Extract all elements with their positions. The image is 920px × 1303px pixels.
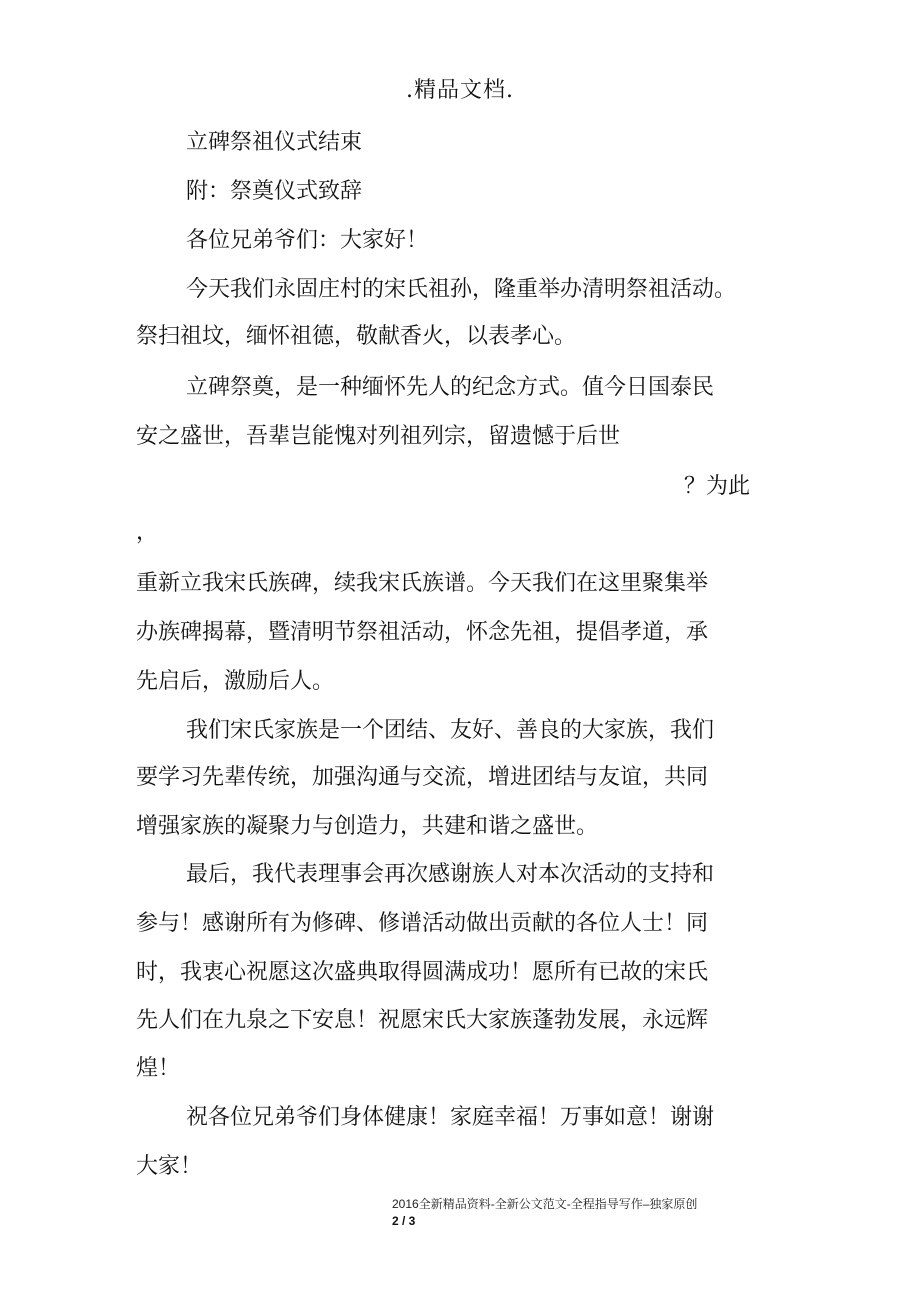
text-line: 附：祭奠仪式致辞 [186, 179, 363, 204]
text-line: 我们宋氏家族是一个团结、友好、善良的大家族，我们 [186, 718, 715, 743]
text-line: 增强家族的凝聚力与创造力，共建和谐之盛世。 [136, 814, 599, 839]
page-number: 2 / 3 [392, 1214, 416, 1228]
text-line: 祭扫祖坟，缅怀祖德，敬献香火，以表孝心。 [136, 324, 577, 349]
text-line: ？为此 [683, 474, 750, 499]
text-line: 安之盛世，吾辈岂能愧对列祖列宗，留遗憾于后世 [136, 424, 621, 449]
text-line: 今天我们永固庄村的宋氏祖孙，隆重举办清明祭祖活动。 [186, 277, 737, 302]
text-line: 先启后，激励后人。 [136, 669, 335, 694]
text-line: 办族碑揭幕，暨清明节祭祖活动，怀念先祖，提倡孝道，承 [136, 620, 709, 645]
text-line: 立碑祭奠，是一种缅怀先人的纪念方式。值今日国泰民 [186, 375, 715, 400]
text-line: 祝各位兄弟爷们身体健康！家庭幸福！万事如意！谢谢 [186, 1105, 715, 1130]
text-line: 煌！ [136, 1056, 181, 1081]
text-line: 参与！感谢所有为修碑、修谱活动做出贡献的各位人士！同 [136, 911, 709, 936]
page-header: .精品文档. [406, 78, 514, 103]
text-line: 大家！ [136, 1154, 203, 1179]
text-line: ， [136, 520, 159, 545]
text-line: 各位兄弟爷们：大家好！ [186, 228, 429, 253]
text-line: 重新立我宋氏族碑，续我宋氏族谱。今天我们在这里聚集举 [136, 571, 709, 596]
text-line: 时，我衷心祝愿这次盛典取得圆满成功！愿所有已故的宋氏 [136, 960, 709, 985]
footer-text: 2016全新精品资料-全新公文范文-全程指导写作–独家原创 [392, 1197, 698, 1211]
text-line: 立碑祭祖仪式结束 [186, 130, 363, 155]
text-line: 最后，我代表理事会再次感谢族人对本次活动的支持和 [186, 862, 715, 887]
text-line: 先人们在九泉之下安息！祝愿宋氏大家族蓬勃发展，永远辉 [136, 1008, 709, 1033]
text-line: 要学习先辈传统，加强沟通与交流，增进团结与友谊，共同 [136, 765, 709, 790]
